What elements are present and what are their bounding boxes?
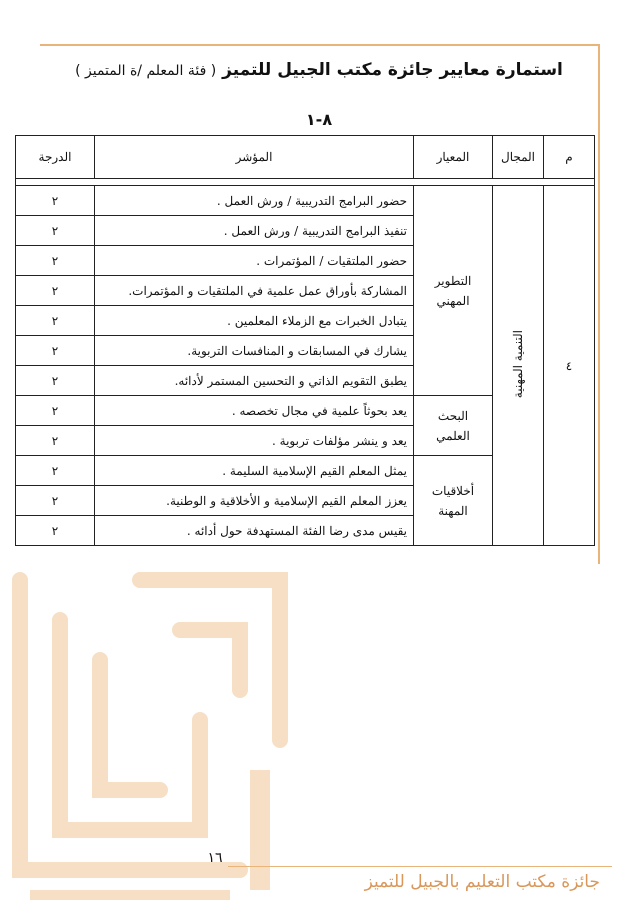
- field-cell: [493, 186, 544, 546]
- degree-cell: ٢: [16, 216, 95, 246]
- table-header-row: [16, 136, 595, 179]
- degree-cell: ٢: [16, 186, 95, 216]
- degree-cell: ٢: [16, 516, 95, 546]
- degree-cell: ٢: [16, 306, 95, 336]
- table-row: [16, 186, 595, 216]
- degree-cell: ٢: [16, 276, 95, 306]
- indicator-cell: المشاركة بأوراق عمل علمية في الملتقيات و المؤتمرات.: [95, 276, 414, 306]
- indicator-cell: حضور الملتقيات / المؤتمرات .: [95, 246, 414, 276]
- indicator-cell: يعد بحوثاً علمية في مجال تخصصه .: [95, 396, 414, 426]
- header-m: م: [544, 136, 595, 179]
- indicator-cell: يتبادل الخبرات مع الزملاء المعلمين .: [95, 306, 414, 336]
- degree-cell: ٢: [16, 396, 95, 426]
- degree-cell: ٢: [16, 246, 95, 276]
- degree-cell: ٢: [16, 366, 95, 396]
- indicator-cell: يشارك في المسابقات و المنافسات التربوية.: [95, 336, 414, 366]
- degree-cell: ٢: [16, 426, 95, 456]
- indicator-cell: يمثل المعلم القيم الإسلامية السليمة .: [95, 456, 414, 486]
- header-indicator: المؤشر: [95, 136, 414, 179]
- m-value: ٤: [544, 186, 595, 546]
- header-degree: الدرجة: [16, 136, 95, 179]
- standard-ethics-line1: أخلاقيات: [431, 483, 475, 498]
- standard-scientific-research: البحث العلمي: [414, 396, 493, 456]
- criteria-table: [15, 135, 595, 546]
- field-value: التنمية المهنية: [511, 329, 525, 399]
- standard-professional-development: التطوير المهني: [414, 186, 493, 396]
- degree-cell: ٢: [16, 336, 95, 366]
- standard-ethics-line2: المهنة: [438, 503, 468, 518]
- title-category: ( فئة المعلم /ة المتميز ): [75, 63, 217, 79]
- degree-cell: ٢: [16, 456, 95, 486]
- degree-cell: ٢: [16, 486, 95, 516]
- page-number: ١٦: [207, 850, 223, 866]
- header-field: المجال: [493, 136, 544, 179]
- indicator-cell: يعد و ينشر مؤلفات تربوية .: [95, 426, 414, 456]
- footer-divider: [228, 866, 612, 867]
- title-main: استمارة معايير جائزة مكتب الجبيل للتميز: [222, 60, 563, 80]
- header-standard: المعيار: [414, 136, 493, 179]
- indicator-cell: يعزز المعلم القيم الإسلامية و الأخلاقية و الوطنية.: [95, 486, 414, 516]
- indicator-cell: تنفيذ البرامج التدريبية / ورش العمل .: [95, 216, 414, 246]
- standard-professional-ethics: [414, 456, 493, 546]
- top-border: [40, 44, 600, 46]
- indicator-cell: يقيس مدى رضا الفئة المستهدفة حول أدائه .: [95, 516, 414, 546]
- form-code: ٨-١: [305, 110, 333, 129]
- indicator-cell: حضور البرامج التدريبية / ورش العمل .: [95, 186, 414, 216]
- footer-brand-logo-text: جائزة مكتب التعليم بالجبيل للتميز: [364, 872, 600, 892]
- indicator-cell: يطبق التقويم الذاتي و التحسين المستمر لأدائه.: [95, 366, 414, 396]
- page-title: [0, 60, 638, 80]
